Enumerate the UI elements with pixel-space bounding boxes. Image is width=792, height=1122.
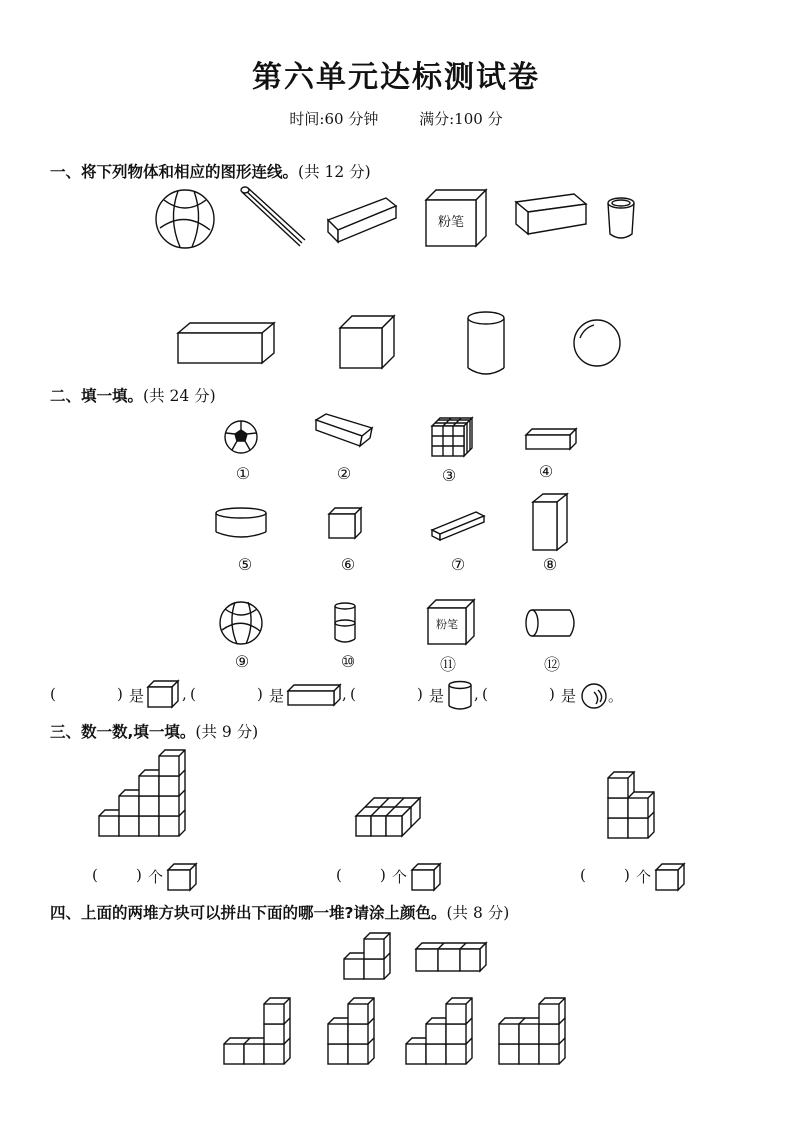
number-7: ⑦ <box>450 555 466 574</box>
number-10: ⑩ <box>340 652 356 671</box>
cuboid-icon <box>514 192 592 238</box>
time-limit: 时间:60 分钟 <box>289 110 379 128</box>
stair-block-stack <box>97 748 193 840</box>
full-score: 满分:100 分 <box>419 110 503 128</box>
chalk-label: 粉笔 <box>437 215 465 230</box>
cube-icon <box>410 862 442 892</box>
rubik-cube-icon <box>430 416 474 458</box>
blank-close-1: ) <box>117 685 123 703</box>
box-icon <box>326 196 398 246</box>
number-5: ⑤ <box>237 555 253 574</box>
blank-open-4: ( <box>482 685 488 703</box>
blank-close-4: ) <box>549 685 555 703</box>
section-3-title: 三、数一数,填一填。(共 9 分) <box>50 723 259 741</box>
number-9: ⑨ <box>234 652 250 671</box>
pipe-icon <box>524 608 578 638</box>
number-2: ② <box>336 464 352 483</box>
cylinder-icon <box>214 506 268 540</box>
section-1-title: 一、将下列物体和相应的图形连线。(共 12 分) <box>50 163 371 181</box>
blank-open-1: ( <box>50 685 56 703</box>
blank-close-2: ) <box>257 685 263 703</box>
cube-icon <box>166 862 198 892</box>
pipe-icon <box>238 186 308 250</box>
answer-stack-4 <box>497 994 571 1068</box>
source-stack-b <box>414 941 488 973</box>
section-2-title: 二、填一填。(共 24 分) <box>50 387 216 405</box>
source-stack-a <box>342 929 394 981</box>
cube-icon <box>327 506 363 540</box>
sphere-icon <box>580 682 608 710</box>
answer-stack-2 <box>326 994 380 1068</box>
number-4: ④ <box>538 462 554 481</box>
cube-shape <box>338 314 396 370</box>
svg-text:粉笔: 粉笔 <box>436 618 458 631</box>
blank-close-3: ) <box>417 685 423 703</box>
sphere-shape <box>572 318 622 368</box>
can-icon <box>604 196 638 242</box>
number-12: ⑫ <box>543 655 560 674</box>
cuboid-shape <box>176 321 276 365</box>
exam-meta <box>0 108 792 129</box>
basketball-icon <box>218 600 264 646</box>
chalk-box-icon <box>426 598 476 646</box>
glass-icon <box>333 601 357 645</box>
chalk-box-icon <box>424 188 490 250</box>
cylinder-shape <box>466 310 506 376</box>
tall-cuboid-icon <box>531 492 569 552</box>
answer-stack-3 <box>404 994 478 1068</box>
answer-stack-1 <box>222 994 296 1068</box>
number-8: ⑧ <box>542 555 558 574</box>
cuboid-icon <box>524 427 578 451</box>
blank-open-2: ( <box>190 685 196 703</box>
section-4-title: 四、上面的两堆方块可以拼出下面的哪一堆?请涂上颜色。(共 8 分) <box>50 904 510 922</box>
number-1: ① <box>235 464 251 483</box>
cube-icon <box>146 679 180 709</box>
basketball-icon <box>154 188 216 250</box>
page-title: 第六单元达标测试卷 <box>252 60 540 95</box>
cuboid-icon <box>286 683 342 707</box>
box-icon <box>430 508 486 542</box>
number-6: ⑥ <box>340 555 356 574</box>
number-11: ⑪ <box>439 655 456 674</box>
number-3: ③ <box>441 466 457 485</box>
cube-icon <box>654 862 686 892</box>
box-icon <box>314 412 374 448</box>
flat-block-stack <box>354 796 422 840</box>
blank-open-3: ( <box>350 685 356 703</box>
l-block-stack <box>606 768 660 840</box>
cylinder-icon <box>447 680 473 712</box>
soccer-ball-icon <box>223 419 259 455</box>
